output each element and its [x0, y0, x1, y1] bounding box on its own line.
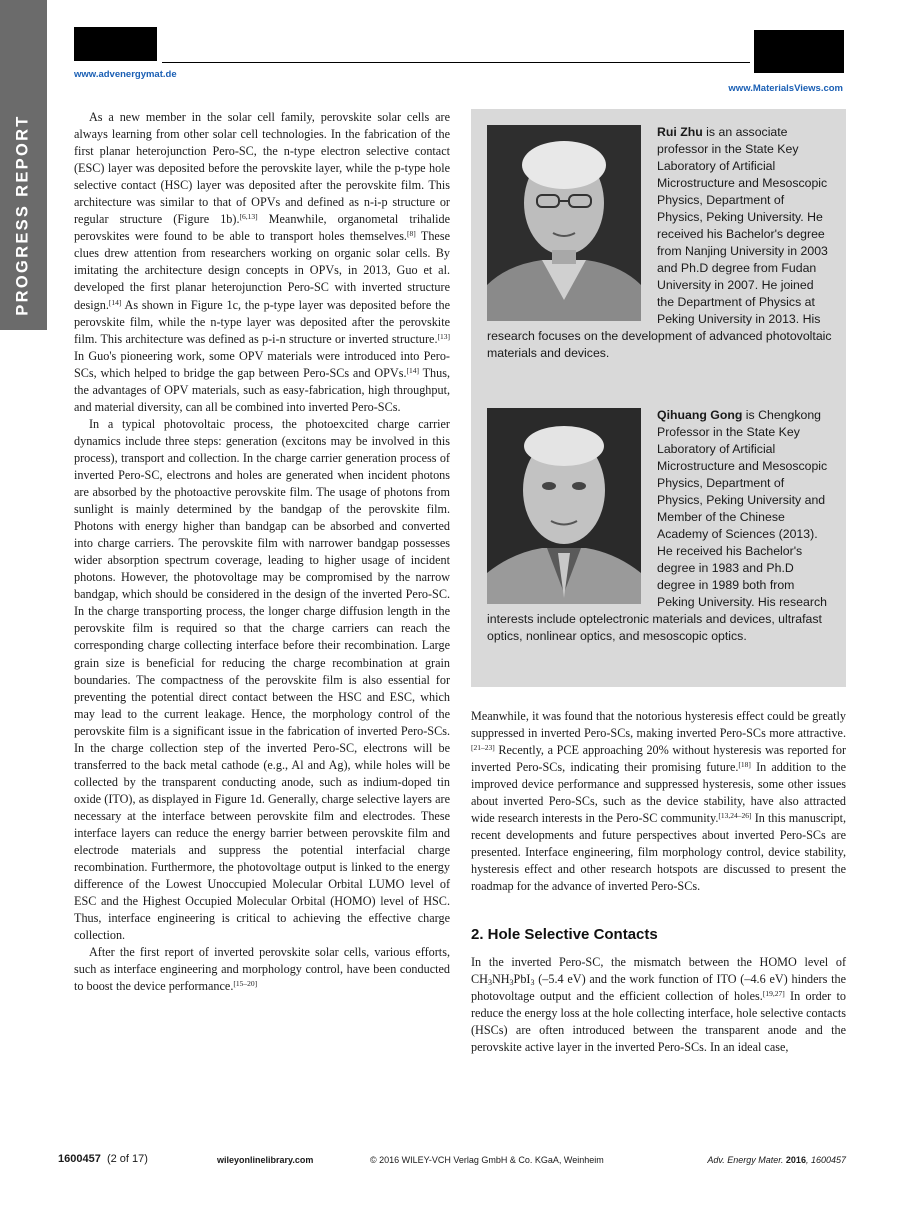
reference-citation[interactable]: [14] — [406, 365, 419, 375]
author-photo-zhu — [487, 125, 641, 321]
footer-citation: Adv. Energy Mater. 2016, 1600457 — [707, 1155, 846, 1165]
author-bio-zhu — [487, 124, 833, 362]
header-logo-block-left — [74, 27, 157, 61]
reference-citation[interactable]: [13] — [437, 331, 450, 341]
publisher-url-link[interactable]: www.MaterialsViews.com — [728, 83, 843, 94]
author-bio-text: is an associate professor in the State Key Laboratory of Artificial Microstructure and Mesoscopic Physics, Department of Physics, Peking University. He received his Bachelor's degree from Nanjing University in 2003 and Ph.D degree from Fudan University in 2007. He joined the Department of Physics at Peking University in 2013. His research focuses on the development of advanced photovoltaic materials and devices. — [487, 125, 832, 360]
header-logo-block-right — [754, 30, 844, 73]
author-name-gong: Qihuang Gong — [657, 408, 743, 422]
reference-citation[interactable]: [8] — [406, 229, 416, 239]
portrait-photo-icon — [487, 408, 641, 604]
reference-citation[interactable]: [15–20] — [233, 979, 258, 989]
author-biography-box — [471, 109, 846, 687]
header-rule — [162, 62, 750, 63]
journal-url-link[interactable]: www.advenergymat.de — [74, 69, 177, 80]
right-text-column — [471, 708, 846, 1056]
footer-page-number: 1600457 (2 of 17) — [58, 1153, 148, 1165]
reference-citation[interactable]: [19,27] — [762, 988, 785, 998]
reference-citation[interactable]: [21–23] — [471, 743, 495, 753]
paragraph: As a new member in the solar cell family, perovskite solar cells are always learning from other solar cell technologies. In the fabrication of the first planar heterojunction Pero-SC, the n-type electron selective contact (ESC) layer was deposited before the perovskite layer, while the p-type hole selective contact (HSC) layer was deposited after the perovskite film. This architecture was similar to that of OPVs and defined as n-i-p structure or regular structure (Figure 1b).[6,13] Meanwhile, organometal trihalide perovskites were found to be able to transport holes themselves.[8] These clues drew attention from researchers working on organic solar cells. By imitating the architecture design concepts in OPVs, in 2013, Guo et al. developed the first planar heterojunction Pero-SC with inverted structure design.[14] As shown in Figure 1c, the p-type layer was deposited before the perovskite film, while the n-type layer was deposited after the perovskite film. This architecture was defined as p-i-n structure or inverted structure.[13] In Guo's pioneering work, some OPV materials were introduced into Pero-SCs, which helped to bridge the gap between Pero-SCs and OPVs.[14] Thus, the advantages of OPV materials, such as easy-fabrication, high throughput, and material diversity, can all be combined into inverted Pero-SCs. — [74, 110, 451, 414]
author-name-zhu: Rui Zhu — [657, 125, 703, 139]
footer-copyright: © 2016 WILEY-VCH Verlag GmbH & Co. KGaA, Weinheim — [370, 1155, 604, 1165]
author-photo-gong — [487, 408, 641, 604]
paragraph: After the first report of inverted perovskite solar cells, various efforts, such as interface engineering and morphology control, have been conducted to boost the device performance.[15–20] — [74, 945, 450, 994]
portrait-photo-icon — [487, 125, 641, 321]
section-heading: 2. Hole Selective Contacts — [471, 925, 658, 943]
author-bio-text: is Chengkong Professor in the State Key Laboratory of Artificial Microstructure and Mesoscopic Physics, Department of Physics, Peking University and Member of the Chinese Academy of Sciences (2013). He received his Bachelor's degree in 1983 and Ph.D degree in 1989 both from Peking University. His research interests include optelectronic materials and devices, ultrafast optics, nonlinear optics, and mesoscopic optics. — [487, 408, 828, 643]
reference-citation[interactable]: [14] — [108, 297, 122, 307]
paragraph: Meanwhile, it was found that the notorious hysteresis effect could be greatly suppressed in inverted Pero-SCs, making inverted Pero-SCs more attractive.[21–23] Recently, a PCE approaching 20% without hysteresis was reported for inverted Pero-SCs, indicating their promising future.[18] In addition to the improved device performance and suppressed hysteresis, some other issues about inverted Pero-SCs, such as the device stability, have also attracted wide research interests in the Pero-SC community.[13,24–26] In this manuscript, recent developments and future perspectives about inverted Pero-SCs are presented. Interface engineering, film morphology control, device stability, hysteresis effect and other research hotspots are discussed to present the roadmap for the advance of inverted Pero-SCs. — [471, 709, 846, 894]
left-text-column — [74, 109, 450, 995]
reference-citation[interactable]: [13,24–26] — [718, 811, 752, 821]
reference-citation[interactable]: [18] — [738, 760, 751, 770]
paragraph: In the inverted Pero-SC, the mismatch between the HOMO level of $CH_3NH_3PbI_3$ (–5.4 eV) and the work function of ITO (–4.6 eV) hinders the photovoltage output and the efficient collection of holes.[19,27] In order to reduce the energy loss at the hole collecting interface, hole selective contacts (HSCs) are often introduced between the transparent anode and the perovskite active layer in the inverted Pero-SCs. In an ideal case, — [471, 954, 846, 1054]
section-side-tab-label: PROGRESS REPORT — [13, 114, 32, 316]
paragraph: In a typical photovoltaic process, the photoexcited charge carrier dynamics include three steps: generation (excitons may be involved in this process), transport and collection. In the charge carrier generation process of inverted Pero-SC, electrons and holes are generated when incident photons are absorbed by the photoactive perovskite film. The usage of photons from sunlight is mainly determined by the bandgap of the perovskite film. Photons with energy higher than bandgap can be absorbed and converted into charge carriers. The perovskite film with narrower bandgap possesses wider absorption spectrum coverage, leading to higher usage of incident photons. However, the photovoltage may be compromised by the narrow bandgap, which should be considered in the design of the inverted Pero-SC. In the charge transporting process, the longer charge diffusion length in the perovskite film is required so that the charge carriers can reach the corresponding charge collecting interface before their recombination. Large grain size is beneficial for reducing the charge recombination at grain boundaries. The compactness of the perovskite film is also essential for preventing the potential direct contact between the HSC and ESC, which may lead to the current leakage. Hence, the morphology control of the perovskite film is a significant issue in the fabrication of inverted Pero-SCs. In the charge collection step of the inverted Pero-SC, electrons will be transferred to the back metal cathode (e.g., Al and Ag), while holes will be collected by the transparent conducting anode, such as indium-doped tin oxide (ITO), as displayed in Figure 1d. Generally, charge selective layers are necessary at the interface between perovskite film and electrodes. These interface layers can reduce the energy barrier between perovskite film and electrode materials and suppress the potential interfacial charge recombination. Furthermore, the photovoltage output is linked to the energy difference of the Lowest Unoccupied Molecular Orbital LUMO level of ESC and the Highest Occupied Molecular Orbital (HOMO) level of HSC. Thus, interface engineering is critical to achieving the effective charge collection. — [74, 416, 450, 943]
reference-citation[interactable]: [6,13] — [239, 212, 258, 222]
section-side-tab — [0, 0, 47, 330]
footer-site-link[interactable]: wileyonlinelibrary.com — [217, 1155, 314, 1165]
author-bio-gong — [487, 407, 833, 645]
